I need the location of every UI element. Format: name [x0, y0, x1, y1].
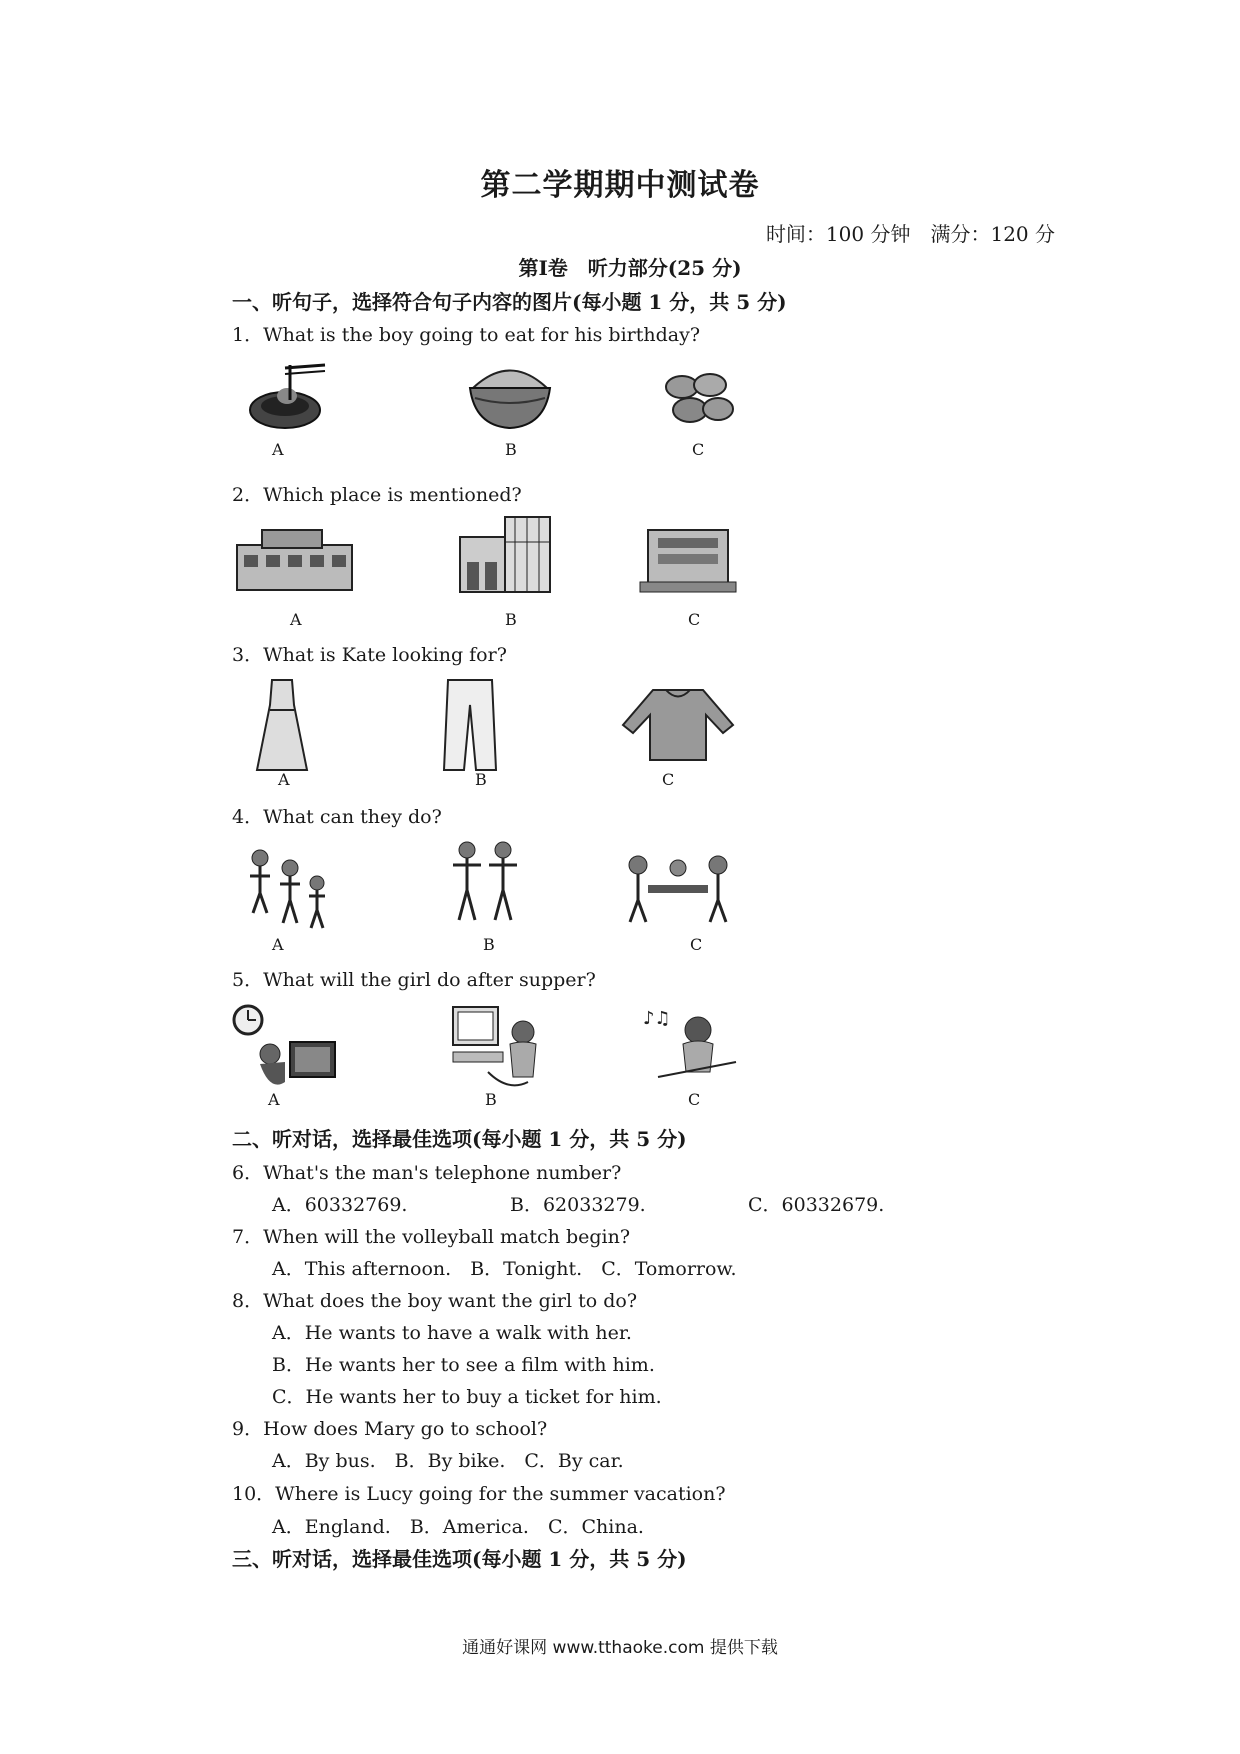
- rice-bowl-icon: [465, 358, 555, 433]
- q6-option-c: C．60332679.: [748, 1194, 885, 1216]
- option-letter-a: A: [290, 610, 302, 629]
- exam-title: 第二学期期中测试卷: [480, 168, 760, 203]
- people-icon: [618, 840, 738, 930]
- option-letter-c: C: [688, 610, 701, 629]
- footer-watermark: 通通好课网 www.tthaoke.com 提供下载: [462, 1638, 778, 1658]
- option-letter-b: B: [475, 770, 487, 789]
- q8-option-b: B．He wants her to see a film with him.: [272, 1354, 655, 1376]
- dress-icon: [252, 675, 312, 775]
- q6-option-b: B．62033279.: [510, 1194, 646, 1216]
- question-6: 6．What's the man's telephone number?: [232, 1162, 622, 1184]
- people-icon: [445, 835, 525, 935]
- option-letter-b: B: [483, 935, 495, 954]
- clock-tv-icon: [230, 1002, 340, 1097]
- music-icon: [638, 1002, 738, 1092]
- q9-options: A．By bus. B．By bike. C．By car.: [272, 1450, 624, 1472]
- question-7: 7．When will the volleyball match begin?: [232, 1226, 631, 1248]
- question-8: 8．What does the boy want the girl to do?: [232, 1290, 638, 1312]
- question-1: 1．What is the boy going to eat for his birthday?: [232, 324, 701, 346]
- sweater-icon: [618, 685, 738, 765]
- question-2: 2．Which place is mentioned?: [232, 484, 522, 506]
- noodles-icon: [245, 360, 335, 435]
- section3-heading: 三、听对话，选择最佳选项(每小题 1 分，共 5 分): [232, 1547, 687, 1571]
- question-5: 5．What will the girl do after supper?: [232, 969, 596, 991]
- option-letter-a: A: [278, 770, 290, 789]
- building-icon: [232, 525, 357, 595]
- svg-text:♪♫: ♪♫: [643, 1008, 671, 1029]
- option-letter-a: A: [268, 1090, 280, 1109]
- question-9: 9．How does Mary go to school?: [232, 1418, 548, 1440]
- option-letter-a: A: [272, 935, 284, 954]
- option-letter-c: C: [688, 1090, 701, 1109]
- question-10: 10．Where is Lucy going for the summer vacation?: [232, 1483, 726, 1505]
- computer-icon: [448, 1002, 548, 1097]
- people-icon: [235, 838, 335, 933]
- dumplings-icon: [660, 365, 740, 430]
- section2-heading: 二、听对话，选择最佳选项(每小题 1 分，共 5 分): [232, 1127, 687, 1151]
- time-score-info: 时间：100 分钟 满分：120 分: [765, 222, 1055, 246]
- option-letter-a: A: [272, 440, 284, 459]
- option-letter-c: C: [662, 770, 675, 789]
- q10-options: A．England. B．America. C．China.: [272, 1516, 644, 1538]
- option-letter-c: C: [690, 935, 703, 954]
- trousers-icon: [440, 675, 500, 775]
- option-letter-b: B: [505, 440, 517, 459]
- q8-option-c: C．He wants her to buy a ticket for him.: [272, 1386, 662, 1408]
- building-icon: [638, 522, 738, 597]
- q8-option-a: A．He wants to have a walk with her.: [272, 1322, 632, 1344]
- option-letter-c: C: [692, 440, 705, 459]
- q6-option-a: A．60332769.: [272, 1194, 408, 1216]
- question-4: 4．What can they do?: [232, 806, 442, 828]
- option-letter-b: B: [505, 610, 517, 629]
- q7-options: A．This afternoon. B．Tonight. C．Tomorrow.: [272, 1258, 737, 1280]
- section1-heading: 一、听句子，选择符合句子内容的图片(每小题 1 分，共 5 分): [232, 290, 787, 314]
- building-icon: [455, 512, 555, 597]
- option-letter-b: B: [485, 1090, 497, 1109]
- volume-heading: 第Ⅰ卷 听力部分(25 分): [518, 256, 742, 280]
- question-3: 3．What is Kate looking for?: [232, 644, 507, 666]
